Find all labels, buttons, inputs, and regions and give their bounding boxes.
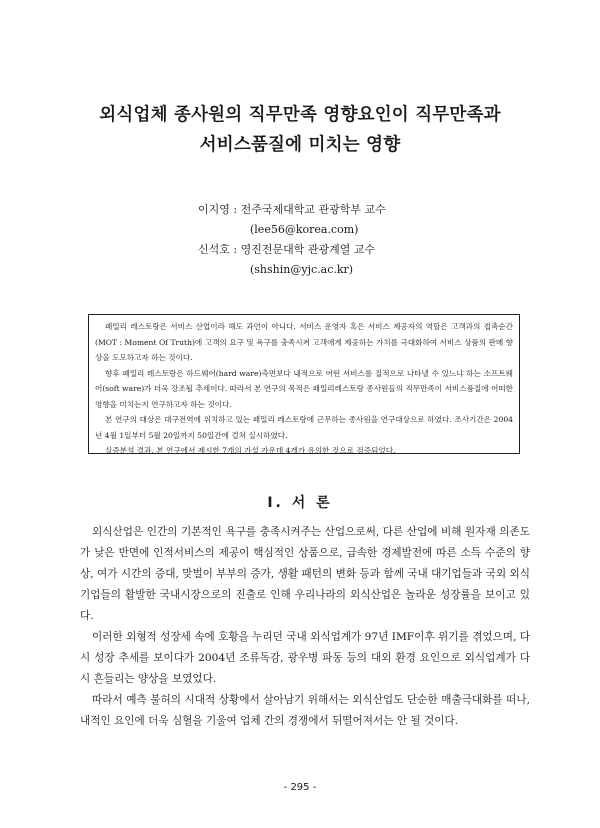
author-2-email: (shshin@yjc.ac.kr)	[250, 263, 354, 276]
title-line-2: 서비스품질에 미치는 영향	[199, 135, 401, 155]
abstract-paragraph-3: 본 연구의 대상은 대구전역에 위치하고 있는 패밀리 레스토랑에 근무하는 종사원을 연구대상으로 하였다. 조사기간은 2004년 4월 1일부터 5월 20일까지 50일간에 걸쳐 실시하였다.	[95, 415, 513, 440]
body-paragraph-3: 따라서 예측 불허의 시대적 상황에서 살아남기 위해서는 외식산업도 단순한 매출극대화를 떠나, 내적인 요인에 더욱 심혈을 기울여 업체 간의 경쟁에서 뒤떨어져서는 안 될 것이다.	[80, 694, 530, 727]
author-block	[198, 200, 528, 280]
abstract-box	[88, 314, 520, 454]
body-paragraph-1: 외식산업은 인간의 기본적인 욕구를 충족시켜주는 산업으로써, 다른 산업에 비해 원자재 의존도가 낮은 반면에 인적서비스의 제공이 핵심적인 상품으로, 급속한 경제발전에 따른 소득 수준의 향상, 여가 시간의 증대, 맞벌이 부부의 증가, 생활 패턴의 변화 등과 함께 국내 대기업들과 국외 외식 기업들의 활발한 국내시장으로의 진출로 인해 우리나라의 외식산업은 놀라운 성장률을 보이고 있다.	[80, 526, 530, 622]
paper-title	[60, 100, 540, 160]
author-2-affiliation: 신석호 : 영진전문대학 관광계열 교수	[198, 243, 376, 256]
body-paragraph-2: 이러한 외형적 성장세 속에 호황을 누리던 국내 외식업계가 97년 IMF이후 위기를 겪었으며, 다시 성장 추세를 보이다가 2004년 조류독감, 광우병 파동 등의 대외 환경 요인으로 외식업계가 다시 흔들리는 양상을 보였었다.	[80, 631, 530, 685]
abstract-paragraph-2: 향후 패밀리 레스토랑은 하드웨어(hard ware)측면보다 내적으로 어떤 서비스를 질적으로 나타낼 수 있느냐 하는 소프트웨어(soft ware)가 더욱 강조될 추세이다. 따라서 본 연구의 목적은 패밀리레스토랑 종사원들의 직무만족이 서비스품질에 어떠한 영향을 미치는지 연구하고자 하는 것이다.	[95, 368, 513, 409]
abstract-paragraph-4: 실증분석 결과, 본 연구에서 제시한 7개의 가설 가운데 4개가 유의한 것으로 검증되었다.	[105, 446, 396, 455]
body-text	[80, 522, 530, 732]
abstract-paragraph-1: 패밀리 레스토랑은 서비스 산업이라 해도 과언이 아니다. 서비스 운영자 혹은 서비스 제공자의 역할은 고객과의 접촉순간(MOT : Moment Of Truth)에 고객의 요구 및 욕구를 충족시켜 고객에게 제공하는 가치를 극대화하여 서비스 상품의 판매 향상을 도모하고자 하는 것이다.	[95, 322, 513, 362]
title-line-1: 외식업체 종사원의 직무만족 영향요인이 직무만족과	[99, 105, 501, 125]
page-number: - 295 -	[283, 782, 317, 793]
author-1-email: (lee56@korea.com)	[250, 223, 359, 236]
author-1-affiliation: 이지영 : 전주국제대학교 관광학부 교수	[198, 203, 386, 216]
section-heading: I. 서 론	[267, 495, 333, 511]
